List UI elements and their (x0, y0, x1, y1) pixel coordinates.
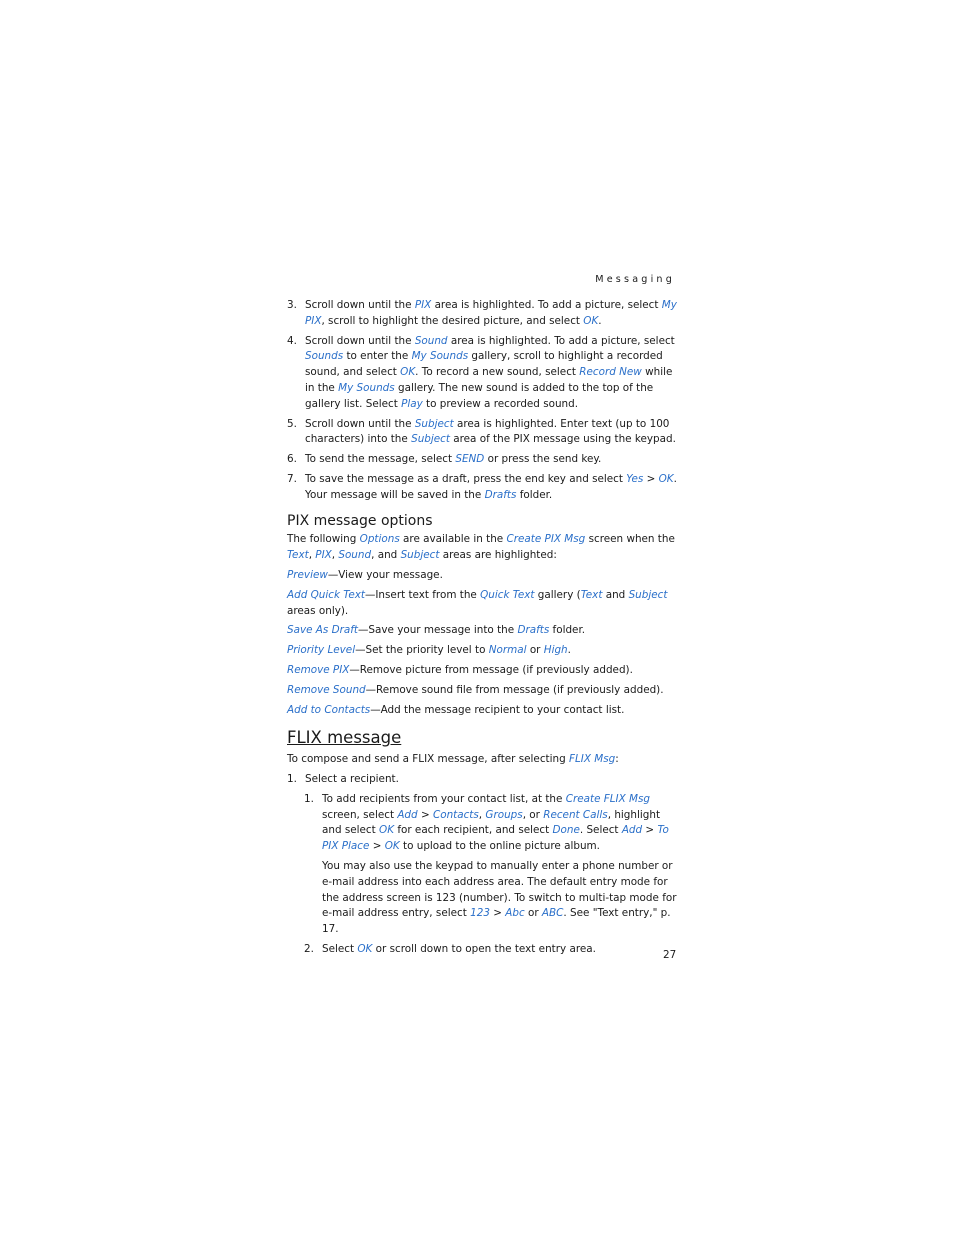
menu-term: Groups (485, 808, 523, 821)
menu-term: OK (357, 942, 373, 955)
option-item: Priority Level—Set the priority level to Normal or High. (287, 644, 571, 657)
menu-term: PIX (414, 299, 432, 311)
menu-term: My Sounds (411, 350, 469, 363)
menu-term: To PIX Place (322, 824, 669, 853)
menu-term: Create FLIX Msg (565, 792, 650, 805)
menu-term: SEND (455, 453, 485, 466)
menu-term: Priority Level (287, 644, 356, 657)
page-number: 27 (663, 949, 677, 961)
section-heading-pix-options: PIX message options (287, 512, 433, 529)
option-item: Preview—View your message. (287, 568, 443, 581)
menu-term: My Sounds (338, 381, 395, 394)
menu-term: Quick Text (480, 588, 535, 601)
list-text: Scroll down until the Sound area is highlighted. To add a picture, select Sounds to enter the My Sounds gallery, scroll to highlight a recorded sound, and select OK. To record a new sound, select Record New while in the My Sounds gallery. The new sound is added to the top of the gallery list. Select Play to preview a recorded sound. (305, 334, 675, 410)
menu-term: Save As Draft (287, 624, 359, 637)
menu-term: Recent Calls (543, 808, 608, 821)
menu-term: Subject (411, 433, 450, 446)
menu-term: Yes (626, 472, 644, 485)
option-item: Save As Draft—Save your message into the Drafts folder. (287, 624, 586, 637)
menu-term: Remove Sound (287, 683, 366, 696)
running-header: Messaging (595, 274, 675, 285)
menu-term: Drafts (517, 624, 550, 637)
option-item: Remove Sound—Remove sound file from message (if previously added). (287, 683, 664, 696)
steps-list (287, 298, 679, 504)
menu-term: PIX (315, 549, 332, 562)
list-item (287, 452, 679, 468)
menu-term: Text (287, 549, 309, 562)
menu-term: Remove PIX (287, 663, 350, 676)
menu-term: Add (621, 824, 643, 837)
list-text: Scroll down until the PIX area is highlighted. To add a picture, select My PIX, scroll to highlight the desired picture, and select OK. (305, 299, 677, 327)
option-item: Add to Contacts—Add the message recipient to your contact list. (287, 703, 625, 716)
flix-intro: To compose and send a FLIX message, after selecting FLIX Msg: (287, 753, 619, 766)
flix-substep-1-note: You may also use the keypad to manually enter a phone number or e-mail address into each address area. The default entry mode for the address screen is 123 (number). To switch to multi-tap mode for e-mail address entry, select 123 > Abc or ABC. See "Text entry," p. 17. (322, 859, 677, 936)
menu-term: OK (379, 824, 395, 837)
list-text: Scroll down until the Subject area is highlighted. Enter text (up to 100 characters) into the Subject area of the PIX message using the keypad. (305, 417, 676, 446)
menu-term: Done (552, 824, 580, 837)
list-number: 6. (287, 453, 297, 466)
menu-term: Sound (338, 549, 372, 562)
menu-term: Add to Contacts (287, 703, 371, 716)
flix-substep-2: 2. Select OK or scroll down to open the text entry area. (304, 942, 596, 955)
menu-term: Preview (287, 568, 328, 581)
menu-term: Create PIX Msg (506, 533, 586, 546)
menu-term: Drafts (484, 488, 517, 501)
list-item (287, 298, 679, 330)
list-text: To send the message, select SEND or press the send key. (305, 453, 602, 466)
list-item (287, 334, 679, 413)
menu-term: Subject (628, 588, 668, 601)
list-number: 7. (287, 472, 297, 485)
option-item: Remove PIX—Remove picture from message (if previously added). (287, 663, 633, 676)
menu-term: Subject (400, 549, 440, 562)
menu-term: FLIX Msg (569, 753, 616, 766)
option-item: Add Quick Text—Insert text from the Quick Text gallery (Text and Subject areas only). (287, 588, 668, 617)
menu-term: OK (400, 366, 416, 379)
list-item (287, 417, 679, 449)
menu-term: Record New (579, 366, 642, 379)
section-heading-flix: FLIX message (287, 728, 402, 748)
menu-term: My PIX (305, 299, 677, 327)
list-number: 3. (287, 299, 297, 311)
menu-term: Normal (488, 644, 527, 657)
flix-substep-1: 1. To add recipients from your contact list, at the Create FLIX Msg screen, select Add > Contacts, Groups, or Recent Calls, highlight and select OK for each recipient, and select Done. Select Add > To PIX Place > OK to upload to the online picture album. (304, 792, 669, 853)
menu-term: Add (397, 808, 418, 821)
menu-term: OK (384, 840, 400, 853)
pix-options-intro: The following Options are available in the Create PIX Msg screen when the Text, PIX, Sound, and Subject areas are highlighted: (287, 533, 675, 562)
menu-term: Sound (414, 334, 448, 347)
menu-term: High (543, 644, 568, 657)
menu-term: Contacts (432, 808, 479, 821)
menu-term: Text (580, 588, 603, 601)
menu-term: Play (401, 397, 423, 410)
menu-term: Abc (505, 907, 525, 920)
menu-term: 123 (470, 907, 490, 920)
page-body (287, 272, 679, 962)
menu-term: Subject (414, 417, 454, 430)
menu-term: ABC (541, 907, 564, 920)
menu-term: Add Quick Text (287, 588, 365, 601)
list-item (287, 472, 679, 504)
pix-options-list (287, 568, 679, 718)
menu-term: OK (658, 472, 674, 485)
menu-term: Options (359, 533, 400, 546)
flix-step-1: 1. Select a recipient. (287, 772, 399, 785)
list-number: 5. (287, 417, 297, 430)
list-text: To save the message as a draft, press the end key and select Yes > OK. Your message will be saved in the Drafts folder. (305, 472, 677, 501)
menu-term: OK (583, 314, 599, 327)
menu-term: Sounds (305, 350, 344, 363)
list-number: 4. (287, 334, 297, 347)
